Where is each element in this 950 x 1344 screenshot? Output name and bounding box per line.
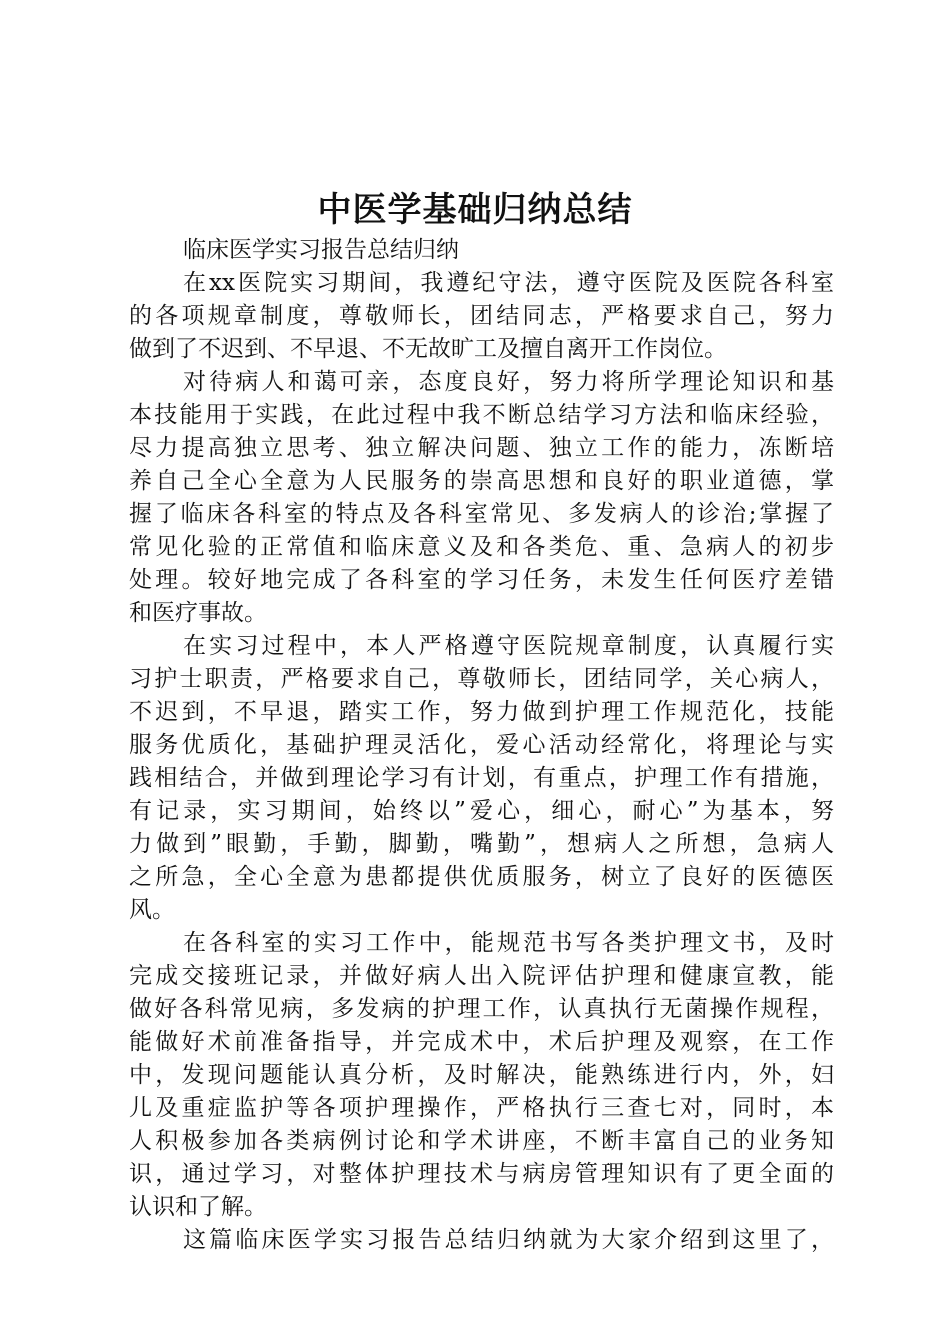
text-line: 和医疗事故。 <box>129 600 267 626</box>
text-line: 常见化验的正常值和临床意义及和各类危、重、急病人的初步 <box>129 534 834 560</box>
text-line: 践相结合，并做到理论学习有计划，有重点，护理工作有措施， <box>129 765 834 791</box>
text-line: 风。 <box>129 897 175 923</box>
text-line: 识，通过学习，对整体护理技术与病房管理知识有了更全面的 <box>129 1161 834 1187</box>
text-line: 做到了不迟到、不早退、不无故旷工及擅自离开工作岗位。 <box>129 336 727 362</box>
text-line: 能做好术前准备指导，并完成术中，术后护理及观察，在工作 <box>129 1029 834 1055</box>
text-line: 在xx医院实习期间，我遵纪守法，遵守医院及医院各科室 <box>183 270 834 296</box>
text-line: 之所急，全心全意为患都提供优质服务，树立了良好的医德医 <box>129 864 834 890</box>
text-line: 尽力提高独立思考、独立解决问题、独立工作的能力，冻断培 <box>129 435 834 461</box>
text-line: 在各科室的实习工作中，能规范书写各类护理文书，及时 <box>183 930 834 956</box>
text-line: 这篇临床医学实习报告总结归纳就为大家介绍到这里了， <box>183 1227 834 1253</box>
text-line: 做好各科常见病，多发病的护理工作，认真执行无菌操作规程， <box>129 996 834 1022</box>
text-line: 的各项规章制度，尊敬师长，团结同志，严格要求自己，努力 <box>129 303 834 329</box>
text-line: 完成交接班记录，并做好病人出入院评估护理和健康宣教，能 <box>129 963 834 989</box>
text-line: 临床医学实习报告总结归纳 <box>183 237 459 263</box>
text-line: 服务优质化，基础护理灵活化，爱心活动经常化，将理论与实 <box>129 732 834 758</box>
text-line: 握了临床各科室的特点及各科室常见、多发病人的诊治;掌握了 <box>129 501 834 527</box>
text-line: 人积极参加各类病例讨论和学术讲座，不断丰富自己的业务知 <box>129 1128 834 1154</box>
text-line: 本技能用于实践，在此过程中我不断总结学习方法和临床经验， <box>129 402 834 428</box>
text-line: 习护士职责，严格要求自己，尊敬师长，团结同学，关心病人， <box>129 666 834 692</box>
text-line: 中，发现问题能认真分析，及时解决，能熟练进行内，外，妇 <box>129 1062 834 1088</box>
text-line: 认识和了解。 <box>129 1194 267 1220</box>
text-line: 有记录，实习期间，始终以”爱心，细心，耐心”为基本，努 <box>129 798 834 824</box>
text-line: 力做到”眼勤，手勤，脚勤，嘴勤”，想病人之所想，急病人 <box>129 831 834 857</box>
text-line: 不迟到，不早退，踏实工作，努力做到护理工作规范化，技能 <box>129 699 834 725</box>
text-line: 儿及重症监护等各项护理操作，严格执行三查七对，同时，本 <box>129 1095 834 1121</box>
text-line: 在实习过程中，本人严格遵守医院规章制度，认真履行实 <box>183 633 834 659</box>
text-line: 处理。较好地完成了各科室的学习任务，未发生任何医疗差错 <box>129 567 834 593</box>
document-body <box>129 234 834 1257</box>
document-title: 中医学基础归纳总结 <box>317 190 633 230</box>
text-line: 对待病人和蔼可亲，态度良好，努力将所学理论知识和基 <box>183 369 834 395</box>
text-line: 养自己全心全意为人民服务的崇高思想和良好的职业道德，掌 <box>129 468 834 494</box>
